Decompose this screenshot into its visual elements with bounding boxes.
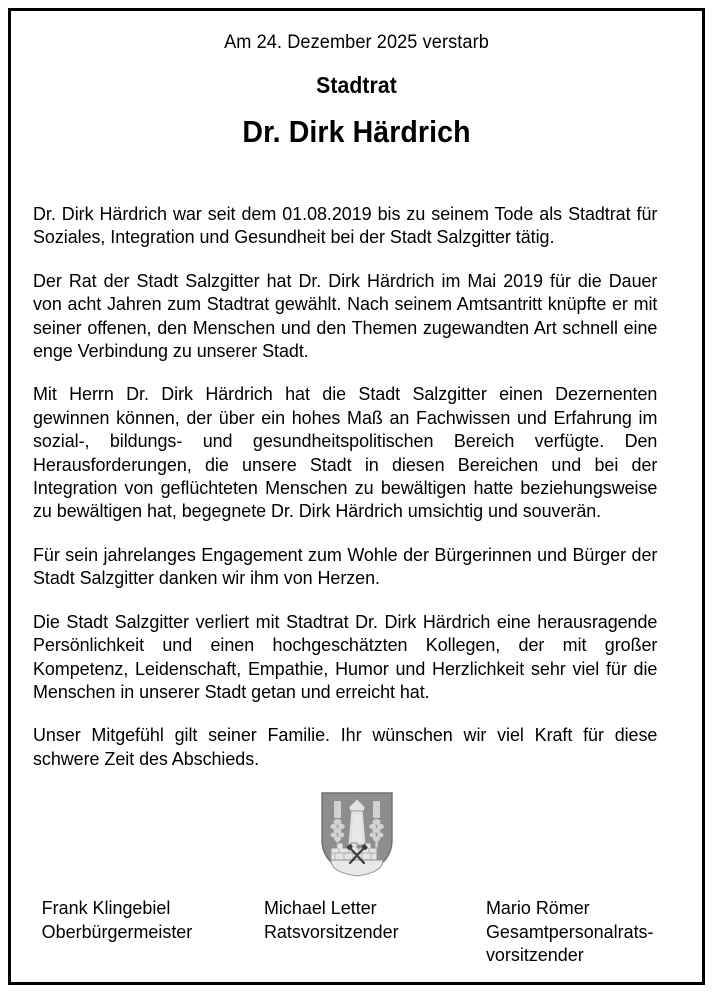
signatory-3 [485, 896, 673, 966]
paragraph-6: Unser Mitgefühl gilt seiner Familie. Ihr wünschen wir viel Kraft für diese schwere Zeit des Abschieds. [33, 724, 658, 769]
salzgitter-coat-of-arms-icon [319, 790, 395, 878]
signatory-1-role: Oberbürgermeister [41, 920, 193, 942]
signatory-2 [263, 896, 477, 966]
paragraph-5: Die Stadt Salzgitter verliert mit Stadtrat Dr. Dirk Härdrich eine herausragende Persönlichkeit und einen hochgeschätzten Kollegen, der mit großer Kompetenz, Leidenschaft, Empathie, Humor und Herzlichkeit sehr viel für die Menschen in unserer Stadt getan und erreicht hat. [33, 610, 658, 702]
notice-inner [11, 11, 702, 982]
signatories-row [29, 896, 684, 966]
obituary-body [29, 202, 684, 770]
signatory-1 [33, 896, 255, 966]
crest-container [29, 790, 684, 882]
paragraph-4: Für sein jahrelanges Engagement zum Wohle der Bürgerinnen und Bürger der Stadt Salzgitter danken wir ihm von Herzen. [33, 543, 658, 589]
signatory-1-name: Frank Klingebiel [41, 897, 171, 919]
obituary-notice [8, 8, 705, 985]
signatory-2-role: Ratsvorsitzender [264, 920, 399, 942]
signatory-3-role: Gesamtpersonalrats- vorsitzender [486, 920, 654, 965]
battlement-wall [331, 843, 383, 876]
signatory-3-name: Mario Römer [486, 897, 590, 919]
death-announcement-line: Am 24. Dezember 2025 verstarb [224, 31, 489, 53]
paragraph-3: Mit Herrn Dr. Dirk Härdrich hat die Stadt Salzgitter einen Dezernenten gewinnen können, der über ein hohes Maß an Fachwissen und Erfahrung im sozial-, bildungs- und gesundheitspolitischen Bereich verfügte. Den Herausforderungen, die unsere Stadt in diesen Bereichen und bei der Integration von geflüchteten Menschen zu bewältigen hatte beziehungsweise zu bewältigen hat, begegnete Dr. Dirk Härdrich umsichtig und souverän. [33, 383, 658, 522]
signatory-2-name: Michael Letter [264, 897, 377, 919]
office-title: Stadtrat [316, 72, 397, 98]
tower-shape [348, 799, 366, 845]
paragraph-2: Der Rat der Stadt Salzgitter hat Dr. Dirk Härdrich im Mai 2019 für die Dauer von acht Jahren zum Stadtrat gewählt. Nach seinem Amtsantritt knüpfte er mit seiner offenen, den Menschen und den Themen zugewandten Art schnell eine enge Verbindung zu unserer Stadt. [33, 269, 658, 362]
paragraph-1: Dr. Dirk Härdrich war seit dem 01.08.2019 bis zu seinem Tode als Stadtrat für Soziales, Integration und Gesundheit bei der Stadt Salzgitter tätig. [33, 203, 658, 248]
notice-header [29, 11, 684, 150]
deceased-name: Dr. Dirk Härdrich [242, 114, 471, 149]
